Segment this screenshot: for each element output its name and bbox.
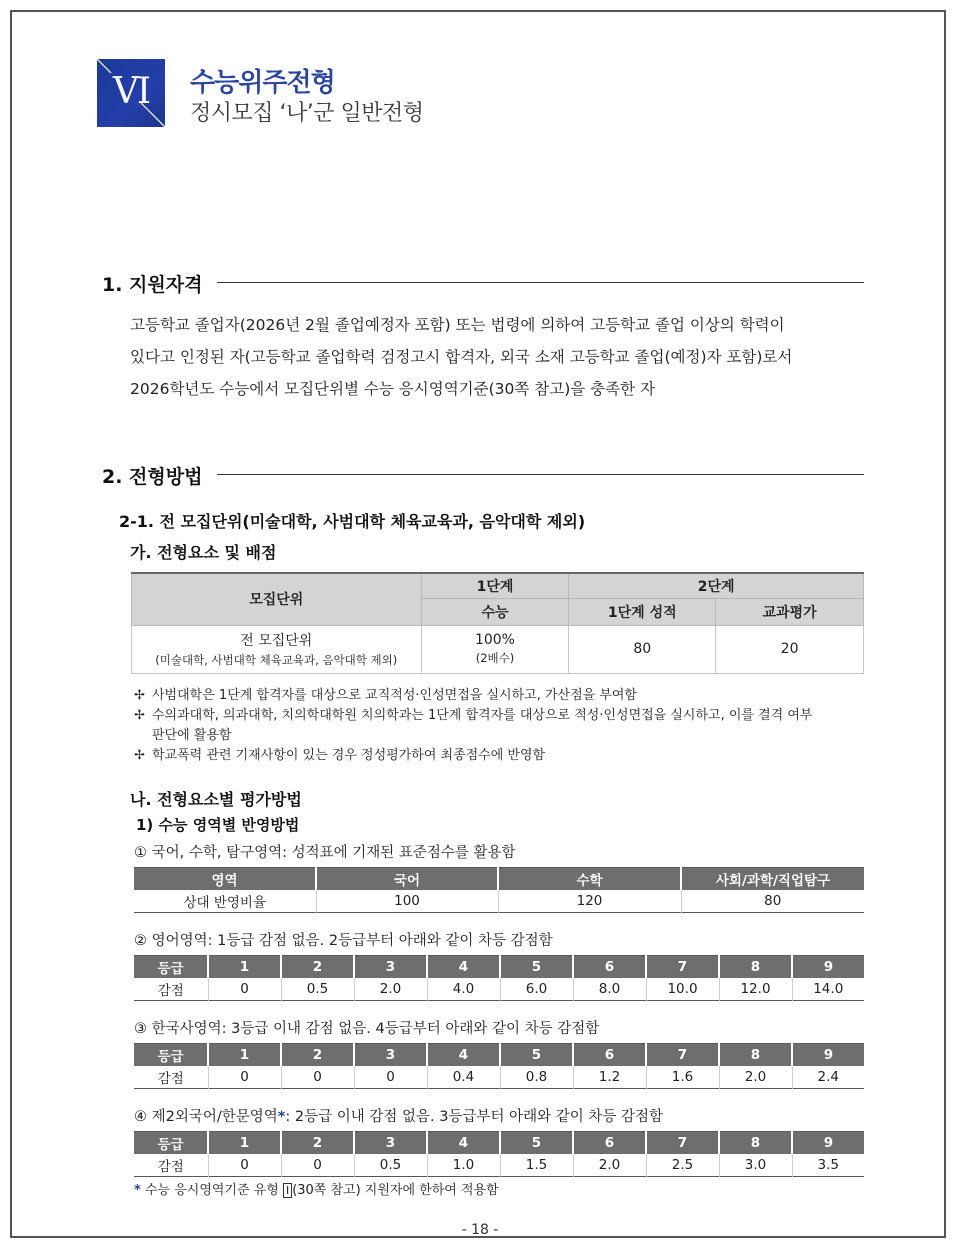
table-cell: 8.0 [573, 978, 646, 1001]
chapter-subtitle: 정시모집 ‘나’군 일반전형 [190, 101, 424, 126]
note-item-continued: 판단에 활용함 [152, 728, 232, 743]
cell-unit [132, 625, 422, 673]
header-cell: 등급 [134, 1132, 208, 1155]
header-cell: 7 [646, 956, 719, 979]
table-cell: 2.0 [354, 978, 427, 1001]
header-cell: 9 [792, 1132, 864, 1155]
header-cell: 9 [792, 1044, 864, 1067]
table-cell: 12.0 [719, 978, 792, 1001]
table-cell: 0 [208, 978, 281, 1001]
boxed-type-icon: Ⅰ [283, 1183, 292, 1198]
chapter-number: VI [112, 71, 150, 112]
note-mark-icon: ✢ [134, 688, 145, 703]
table-cell: 14.0 [792, 978, 864, 1001]
table-cell: 1.2 [573, 1066, 646, 1089]
table-cell: 6.0 [500, 978, 573, 1001]
footnote-star: * [277, 1109, 286, 1125]
table-cell: 2.0 [573, 1154, 646, 1177]
header-cell: 6 [573, 1044, 646, 1067]
note-item: ✢ 수의과대학, 의과대학, 치의학대학원 치의학과는 1단계 합격자를 대상으로 적성·인성면접을 실시하고, 이를 결격 여부 [134, 706, 812, 726]
header-cell: 9 [792, 956, 864, 979]
footnote-star: * [134, 1183, 141, 1198]
subsection-b1-heading: 1) 수능 영역별 반영방법 [136, 816, 300, 834]
table-cell: 100 [316, 890, 498, 913]
subsection-a-heading: 가. 전형요소 및 배점 [130, 543, 277, 562]
header-cell: 8 [719, 956, 792, 979]
header-cell: 7 [646, 1044, 719, 1067]
header-cell: 영역 [134, 868, 316, 891]
header-cell: 2 [281, 1044, 354, 1067]
cell-suneung [421, 625, 569, 673]
table-cell: 0 [281, 1066, 354, 1089]
header-cell: 등급 [134, 1044, 208, 1067]
paragraph-line: 고등학교 졸업자(2026년 2월 졸업예정자 포함) 또는 법령에 의하여 고등학교 졸업 이상의 학력이 [130, 316, 785, 334]
cell-gyogwa: 20 [716, 625, 864, 673]
header-stage-1: 1단계 [421, 573, 569, 598]
chapter-title: 수능위주전형 [190, 68, 335, 98]
header-suneung: 수능 [421, 598, 569, 625]
section-1-rule [217, 282, 864, 283]
footnote: * 수능 응시영역기준 유형 Ⅰ (30쪽 참고) 지원자에 한하여 적용함 [134, 1183, 499, 1198]
header-cell: 3 [354, 956, 427, 979]
table-cell: 0 [281, 1154, 354, 1177]
section-2-rule [217, 474, 864, 475]
page-number: - 18 - [461, 1222, 499, 1238]
section-1-heading: 1. 지원자격 [102, 274, 203, 296]
header-gyogwa: 교과평가 [716, 598, 864, 625]
note-mark-icon: ✢ [134, 748, 145, 763]
section-2-heading: 2. 전형방법 [102, 466, 203, 488]
table-cell: 0.4 [427, 1066, 500, 1089]
area-ratio-table [134, 867, 864, 913]
header-cell: 8 [719, 1132, 792, 1155]
header-cell: 4 [427, 1044, 500, 1067]
table-cell: 0.8 [500, 1066, 573, 1089]
unit-main: 전 모집단위 [240, 633, 313, 649]
subsection-b-heading: 나. 전형요소별 평가방법 [130, 790, 302, 809]
table-cell: 1.6 [646, 1066, 719, 1089]
header-cell: 사회/과학/직업탐구 [681, 868, 864, 891]
item-4-title: ④ 제2외국어/한문영역*: 2등급 이내 감점 없음. 3등급부터 아래와 같이 차등 감점함 [134, 1109, 663, 1125]
header-unit: 모집단위 [132, 573, 422, 625]
selection-elements-table [131, 572, 864, 674]
section-1-paragraph [130, 309, 865, 405]
header-cell: 7 [646, 1132, 719, 1155]
unit-sub: (미술대학, 사범대학 체육교육과, 음악대학 제외) [155, 653, 398, 667]
header-stage-1-score: 1단계 성적 [569, 598, 716, 625]
header-cell: 2 [281, 1132, 354, 1155]
table-cell: 상대 반영비율 [183, 895, 267, 911]
header-cell: 1 [208, 956, 281, 979]
foreign-language-deduction-table [134, 1131, 864, 1177]
chapter-badge [97, 59, 165, 127]
table-cell: 감점 [157, 1159, 184, 1175]
table-cell: 0 [208, 1154, 281, 1177]
table-cell: 감점 [157, 1071, 184, 1087]
header-cell: 1 [208, 1044, 281, 1067]
header-cell: 4 [427, 956, 500, 979]
table-cell: 10.0 [646, 978, 719, 1001]
english-deduction-table [134, 955, 864, 1001]
header-cell: 4 [427, 1132, 500, 1155]
table-cell: 0.5 [281, 978, 354, 1001]
korean-history-deduction-table [134, 1043, 864, 1089]
item-1-title: ① 국어, 수학, 탐구영역: 성적표에 기재된 표준점수를 활용함 [134, 845, 516, 861]
table-cell: 3.5 [792, 1154, 864, 1177]
table-cell: 감점 [157, 983, 184, 999]
table-cell: 4.0 [427, 978, 500, 1001]
table-cell: 3.0 [719, 1154, 792, 1177]
table-cell: 0 [208, 1066, 281, 1089]
suneung-value: 100% [474, 632, 515, 648]
header-cell: 5 [500, 1044, 573, 1067]
table-cell: 0 [354, 1066, 427, 1089]
header-cell: 8 [719, 1044, 792, 1067]
table-cell: 80 [681, 890, 864, 913]
note-item: ✢ 사범대학은 1단계 합격자를 대상으로 교직적성·인성면접을 실시하고, 가산점을 부여함 [134, 686, 637, 706]
header-stage-2: 2단계 [569, 573, 864, 598]
paragraph-line: 있다고 인정된 자(고등학교 졸업학력 검정고시 합격자, 외국 소재 고등학교 졸업(예정)자 포함)로서 [130, 348, 793, 366]
table-cell: 0.5 [354, 1154, 427, 1177]
table-cell: 1.0 [427, 1154, 500, 1177]
table-cell: 2.0 [719, 1066, 792, 1089]
header-cell: 6 [573, 956, 646, 979]
suneung-multiplier: (2배수) [475, 651, 515, 665]
header-cell: 수학 [498, 868, 681, 891]
header-cell: 3 [354, 1132, 427, 1155]
header-cell: 5 [500, 956, 573, 979]
header-cell: 1 [208, 1132, 281, 1155]
header-cell: 5 [500, 1132, 573, 1155]
header-cell: 국어 [316, 868, 498, 891]
header-cell: 등급 [134, 956, 208, 979]
table-cell: 2.4 [792, 1066, 864, 1089]
note-mark-icon: ✢ [134, 708, 145, 723]
item-3-title: ③ 한국사영역: 3등급 이내 감점 없음. 4등급부터 아래와 같이 차등 감점함 [134, 1021, 600, 1037]
header-cell: 2 [281, 956, 354, 979]
note-item: ✢ 학교폭력 관련 기재사항이 있는 경우 정성평가하여 최종점수에 반영함 [134, 746, 545, 766]
header-cell: 3 [354, 1044, 427, 1067]
table-cell: 2.5 [646, 1154, 719, 1177]
paragraph-line: 2026학년도 수능에서 모집단위별 수능 응시영역기준(30쪽 참고)을 충족한 자 [130, 380, 655, 398]
item-2-title: ② 영어영역: 1등급 감점 없음. 2등급부터 아래와 같이 차등 감점함 [134, 933, 553, 949]
header-cell: 6 [573, 1132, 646, 1155]
table-cell: 120 [498, 890, 681, 913]
subsection-2-1-heading: 2-1. 전 모집단위(미술대학, 사범대학 체육교육과, 음악대학 제외) [119, 512, 586, 531]
table-cell: 1.5 [500, 1154, 573, 1177]
cell-stage-1-score: 80 [569, 625, 716, 673]
